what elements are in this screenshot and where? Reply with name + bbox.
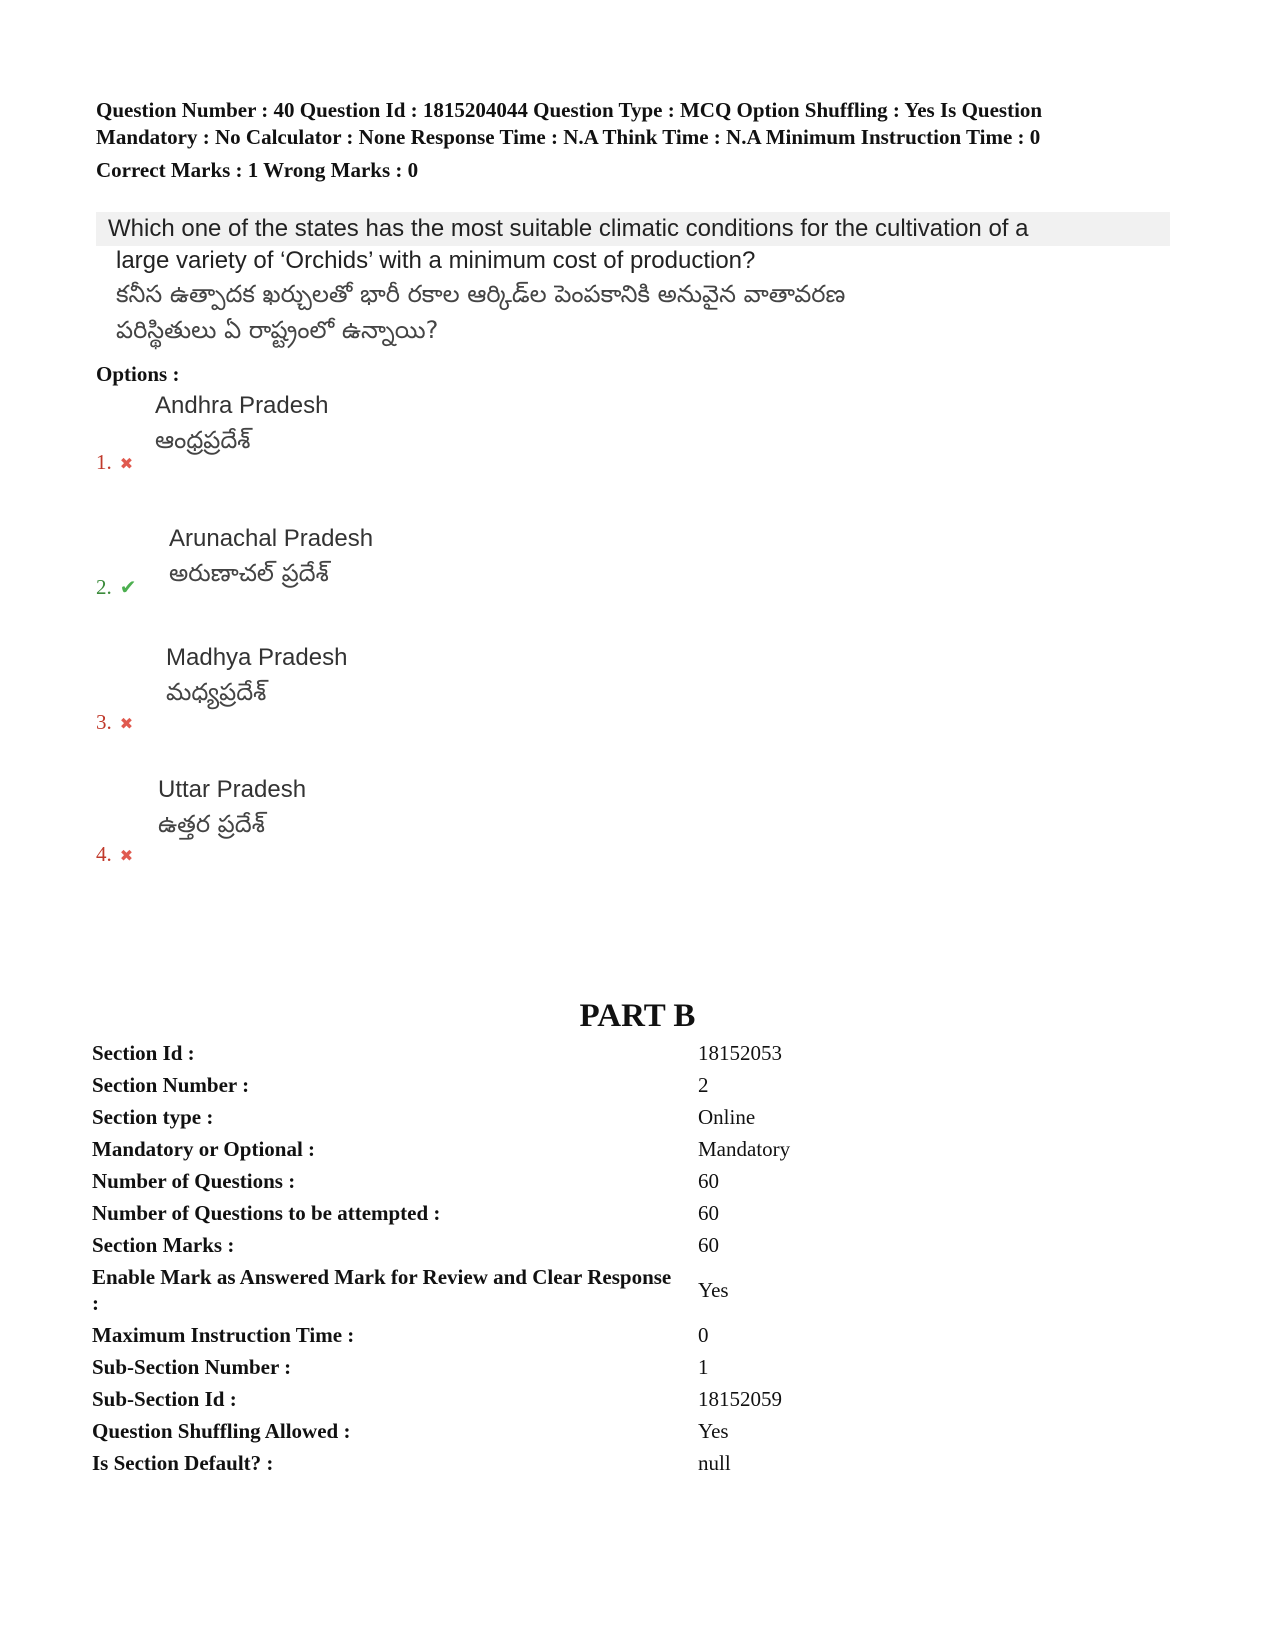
section-info-label: Maximum Instruction Time : [92, 1323, 355, 1347]
option-1-english: Andhra Pradesh [155, 392, 329, 419]
option-3-telugu: మధ్యప్రదేశ్ [166, 678, 267, 706]
section-info-label: Section type : [92, 1105, 214, 1129]
section-info-label: Sub-Section Id : [92, 1387, 237, 1411]
section-info-value: 0 [698, 1323, 709, 1347]
question-meta-line-2: Mandatory : No Calculator : None Response Time : N.A Think Time : N.A Minimum Instruction Time : 0 [96, 125, 1041, 149]
section-info-value: Yes [698, 1278, 729, 1302]
option-2-telugu: అరుణాచల్ ప్రదేశ్ [169, 559, 329, 587]
part-title: PART B [579, 998, 696, 1034]
section-info-value: 1 [698, 1355, 709, 1379]
section-info-value: 18152053 [698, 1041, 782, 1065]
option-1-telugu: ఆంధ్రప్రదేశ్ [155, 426, 251, 454]
section-info-label: Section Marks : [92, 1233, 235, 1257]
option-4-english: Uttar Pradesh [158, 776, 307, 803]
option-3-number [96, 710, 133, 735]
option-4-number-text: 4. [96, 842, 112, 866]
section-info-value: Mandatory [698, 1137, 791, 1161]
section-info-value: Yes [698, 1419, 729, 1443]
section-info-value: Online [698, 1105, 756, 1129]
question-telugu-line-1: కనీస ఉత్పాదక ఖర్చులతో భారీ రకాల ఆర్కిడ్‌ల పెంపకానికి అనువైన వాతావరణ [116, 280, 846, 308]
cross-icon: ✖ [119, 714, 134, 733]
section-info-label: Mandatory or Optional : [92, 1137, 316, 1161]
option-3-english: Madhya Pradesh [166, 644, 348, 671]
section-info-label: Section Id : [92, 1041, 195, 1065]
section-info-value: 2 [698, 1073, 709, 1097]
question-meta-line-1: Question Number : 40 Question Id : 1815204044 Question Type : MCQ Option Shuffling : Yes Is Question [96, 98, 1043, 122]
question-english-line-1: Which one of the states has the most suitable climatic conditions for the cultivation of a [108, 215, 1029, 242]
section-info-label: Is Section Default? : [92, 1451, 274, 1475]
option-2-number [96, 575, 137, 600]
section-info-label: Section Number : [92, 1073, 250, 1097]
option-2-english: Arunachal Pradesh [169, 525, 374, 552]
section-info-label: Sub-Section Number : [92, 1355, 292, 1379]
section-info-value: 60 [698, 1233, 719, 1257]
options-heading: Options : [96, 362, 180, 386]
section-info-label: Number of Questions : [92, 1169, 296, 1193]
section-info-label: Question Shuffling Allowed : [92, 1419, 351, 1443]
question-marks-line: Correct Marks : 1 Wrong Marks : 0 [96, 158, 419, 182]
section-info-label: Number of Questions to be attempted : [92, 1201, 441, 1225]
section-info-value: null [698, 1451, 731, 1475]
section-info-label: Enable Mark as Answered Mark for Review and Clear Response : [92, 1265, 672, 1315]
cross-icon: ✖ [119, 846, 134, 865]
section-info-value: 60 [698, 1169, 719, 1193]
option-4-telugu: ఉత్తర ప్రదేశ్ [158, 810, 265, 838]
section-info-value: 60 [698, 1201, 719, 1225]
check-icon: ✔ [119, 575, 137, 599]
question-text-block [96, 212, 1170, 350]
option-2-number-text: 2. [96, 575, 112, 599]
question-telugu-line-2: పరిస్థితులు ఏ రాష్ట్రంలో ఉన్నాయి? [116, 316, 439, 344]
option-4-number [96, 842, 133, 867]
option-1-number-text: 1. [96, 450, 112, 474]
question-english-line-2: large variety of ‘Orchids’ with a minimum cost of production? [116, 247, 756, 274]
cross-icon: ✖ [119, 454, 134, 473]
option-3-number-text: 3. [96, 710, 112, 734]
option-1-number [96, 450, 133, 475]
section-info-value: 18152059 [698, 1387, 782, 1411]
